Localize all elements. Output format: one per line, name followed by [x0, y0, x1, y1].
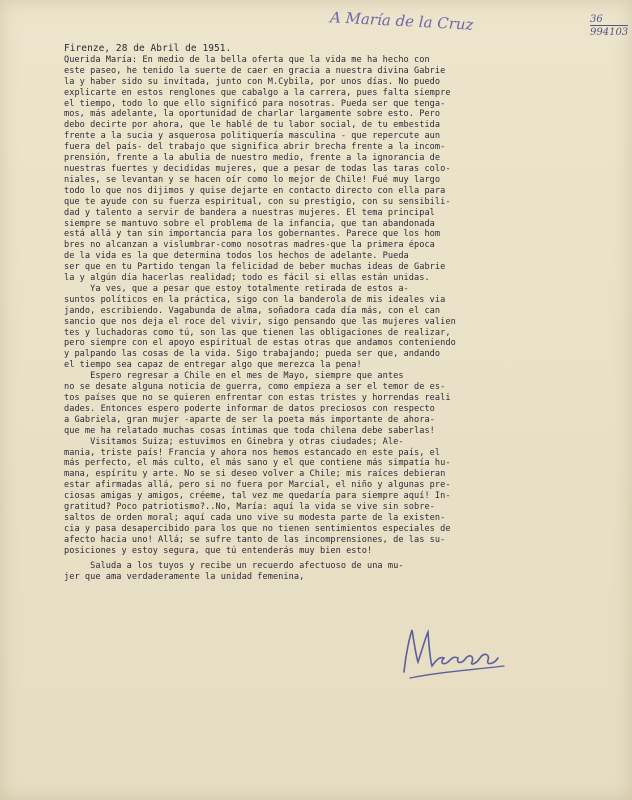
letter-paragraph	[64, 437, 592, 557]
text-line: gratitud? Poco patriotismo?..No, María: aquí la vida se vive sin sobre-	[64, 502, 435, 513]
text-line: sancio que nos deja el roce del vivir, sigo pensando que las mujeres valien	[64, 316, 456, 327]
text-line: tos países que no se quieren enfrentar con estas tristes y horrendas reali	[64, 393, 451, 403]
text-line: jer que ama verdaderamente la unidad femenina,	[64, 571, 305, 582]
text-line: mos, más adelante, la oportunidad de charlar largamente sobre esto. Pero	[64, 109, 441, 120]
letter-paragraphs	[64, 55, 592, 583]
reference-number-top: 36	[590, 14, 603, 25]
text-line: dades. Entonces espero poderte informar de datos preciosos con respecto	[64, 403, 435, 414]
text-line: no se desate alguna noticia de guerra, como empieza a ser el temor de es-	[64, 382, 446, 393]
text-line: Saluda a los tuyos y recibe un recuerdo afectuoso de una mu-	[64, 560, 404, 571]
reference-number-bottom: 994103	[590, 27, 629, 38]
text-line: Ya ves, que a pesar que estoy totalmente retirada de estos a-	[64, 283, 409, 294]
text-line: el tiempo, todo lo que ello significó para nosotras. Pueda ser que tenga-	[64, 98, 446, 109]
text-line: a Gabriela, gran mujer -aparte de ser la poeta más importante de ahora-	[64, 414, 435, 425]
text-line: saltos de orden moral; aquí cada uno vive su modesta parte de la existen-	[64, 512, 446, 523]
text-line: niales, se levantan y se hacen oír como lo mejor de Chile! Fué muy largo	[64, 174, 441, 185]
letter-paragraph	[64, 371, 592, 436]
text-line: mania, triste país! Francia y ahora nos hemos estancado en este país, el	[64, 447, 441, 458]
text-line: que me ha relatado muchas cosas íntimas que toda chilena debe saberlas!	[64, 425, 435, 436]
text-line: fuera del país- del trabajo que significa abrir brecha frente a la incom-	[64, 142, 446, 153]
text-line: jando, escribiendo. Vagabunda de alma, soñadora cada día más, con el can	[64, 305, 441, 316]
text-line: la y haber sido su invitada, junto con M.Cybila, por unos días. No puedo	[64, 76, 441, 87]
text-line: afecto hacia uno! Allá; se sufre tanto de las incomprensiones, de las su-	[64, 534, 446, 545]
text-line: Querida María: En medio de la bella oferta que la vida me ha hecho con	[64, 54, 430, 65]
text-line: Espero regresar a Chile en el mes de Mayo, siempre que antes	[64, 371, 404, 382]
text-line: la y algún día hacerlas realidad; todo es fácil si ellas están unidas.	[64, 273, 430, 284]
text-line: explicarte en estos renglones que cabalgo a la carrera, pues falta siempre	[64, 87, 451, 98]
text-line: ciosas amigas y amigos, créeme, tal vez me quedaría para siempre aquí! In-	[64, 491, 451, 502]
text-line: bres no alcanzan a vislumbrar-como nosotras madres-que la primera época	[64, 240, 435, 251]
text-line: el tiempo sea capaz de entregar algo que merezca la pena!	[64, 360, 362, 371]
text-line: tes y luchadoras como tú, son las que tienen las obligaciones de realizar,	[64, 327, 451, 338]
text-line: está allá y tan sin importancia para los gobernantes. Parece que los hom	[64, 229, 441, 240]
text-line: frente a la sucia y asquerosa politiquería masculina - que repercute aun	[64, 131, 441, 142]
text-line: prensión, frente a la abulia de nuestro medio, frente a la ignorancia de	[64, 153, 441, 164]
text-line: estar afirmadas allá, pero si no fuera por Marcial, el niño y algunas pre-	[64, 480, 451, 491]
text-line: suntos políticos en la práctica, sigo con la banderola de mis ideales via	[64, 294, 446, 305]
text-line: siempre se mantuvo sobre el problema de la infancia, que tan abandonada	[64, 218, 435, 229]
text-line: debo decirte por ahora, que le hablé de tu labor social, de tu embestida	[64, 120, 441, 131]
handwritten-dedication: A María de la Cruz	[329, 8, 474, 34]
letter-paragraph	[64, 284, 592, 371]
text-line: más perfecto, el más culto, el más sano y el que contiene más simpatía hu-	[64, 458, 451, 469]
text-line: pero siempre con el apoyo espiritual de estas otras que andamos conteniendo	[64, 338, 456, 349]
text-line: dad y talento a servir de bandera a nuestras mujeres. El tema principal	[64, 207, 435, 218]
text-line: nuestras fuertes y decididas mujeres, que a pesar de todas las taras colo-	[64, 163, 451, 174]
text-line: mana, espíritu y arte. No se si deseo volver a Chile; mis raíces debieran	[64, 469, 446, 480]
text-line: y palpando las cosas de la vida. Sigo trabajando; pueda ser que, andando	[64, 349, 441, 360]
text-line: que te ayude con su fuerza espiritual, con su prestigio, con su sensibili-	[64, 196, 451, 207]
letter-body	[64, 44, 592, 582]
letter-paragraph	[64, 561, 592, 583]
archive-reference-number	[590, 14, 628, 38]
letter-date: Firenze, 28 de Abril de 1951.	[64, 43, 232, 54]
text-line: ser que en tu Partido tengan la felicidad de beber muchas ideas de Gabrie	[64, 262, 446, 273]
text-line: posiciones y estoy segura, que tú entenderás muy bien esto!	[64, 545, 373, 556]
letter-paragraph	[64, 55, 592, 284]
text-line: de la vida es la que determina todos los hechos de adelante. Pueda	[64, 251, 409, 262]
text-line: este paseo, he tenido la suerte de caer en gracia a nuestra divina Gabrie	[64, 65, 446, 76]
text-line: cia y pasa desapercibido para los que no tienen sentimientos especiales de	[64, 523, 451, 534]
text-line: todo lo que nos dijimos y quise dejarte en contacto directo con ella para	[64, 185, 446, 196]
handwritten-signature	[400, 622, 520, 682]
text-line: Visitamos Suiza; estuvimos en Ginebra y otras ciudades; Ale-	[64, 436, 404, 447]
